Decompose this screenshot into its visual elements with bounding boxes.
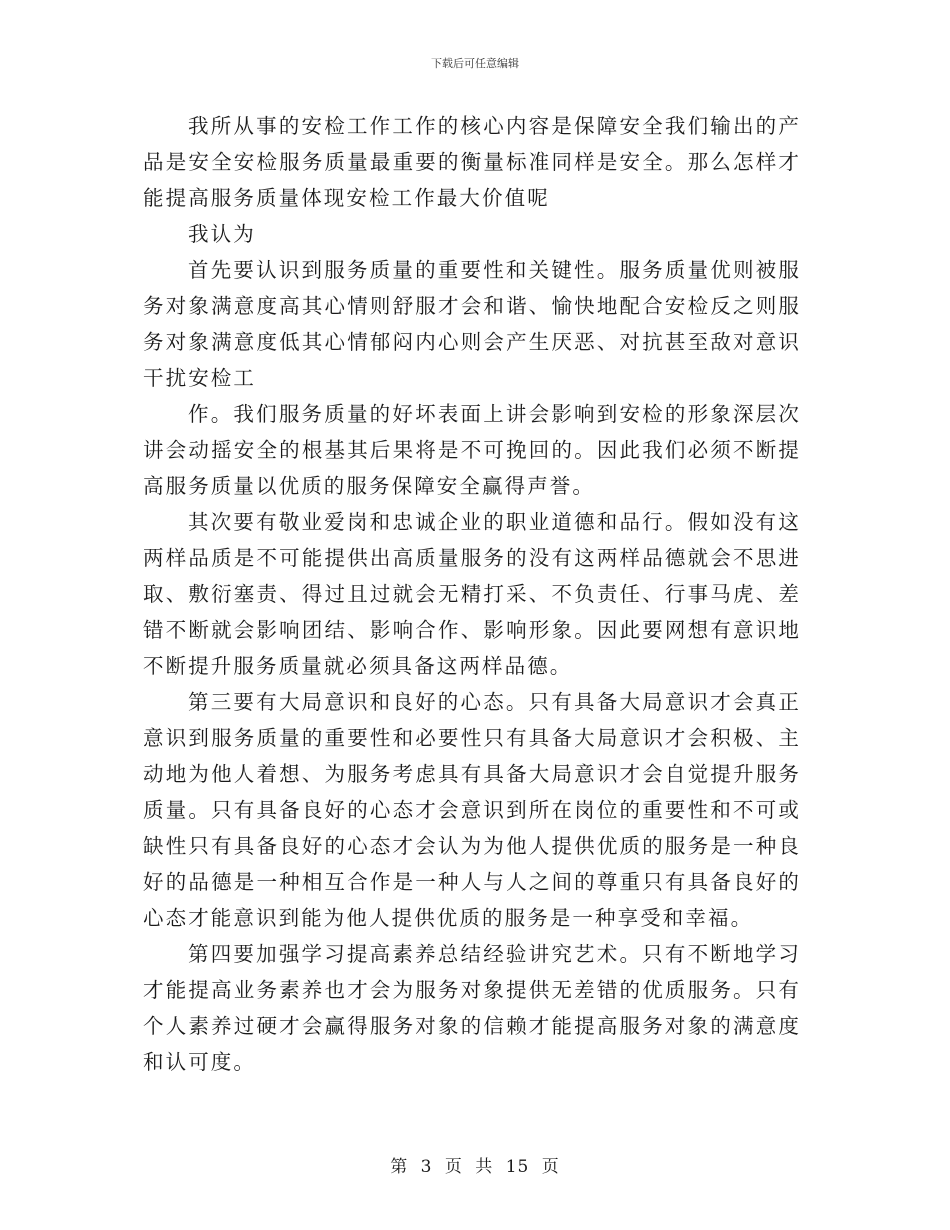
paragraph: 其次要有敬业爱岗和忠诚企业的职业道德和品行。假如没有这两样品质是不可能提供出高质量服务的没有这两样品德就会不思进取、敷衍塞责、得过且过就会无精打采、不负责任、行事马虎、差错不断就会影响团结、影响合作、影响形象。因此要网想有意识地不断提升服务质量就必须具备这两样品德。 — [143, 510, 801, 678]
document-body — [143, 108, 801, 1080]
page-footer: 第 3 页 共 15 页 — [390, 1157, 560, 1177]
paragraph: 第三要有大局意识和良好的心态。只有具备大局意识才会真正意识到服务质量的重要性和必要性只有具备大局意识才会积极、主动地为他人着想、为服务考虑具有具备大局意识才会自觉提升服务质量。只有具备良好的心态才会意识到所在岗位的重要性和不可或缺性只有具备良好的心态才会认为为他人提供优质的服务是一种良好的品德是一种相互合作是一种人与人之间的尊重只有具备良好的心态才能意识到能为他人提供优质的服务是一种享受和幸福。 — [143, 690, 801, 930]
page-header: 下载后可任意编辑 — [431, 57, 519, 70]
paragraph: 首先要认识到服务质量的重要性和关键性。服务质量优则被服务对象满意度高其心情则舒服才会和谐、愉快地配合安检反之则服务对象满意度低其心情郁闷内心则会产生厌恶、对抗甚至敌对意识干扰安检工 — [143, 258, 801, 390]
paragraph: 作。我们服务质量的好坏表面上讲会影响到安检的形象深层次讲会动摇安全的根基其后果将是不可挽回的。因此我们必须不断提高服务质量以优质的服务保障安全赢得声誉。 — [143, 402, 801, 498]
paragraph: 我认为 — [188, 222, 256, 246]
paragraph: 我所从事的安检工作工作的核心内容是保障安全我们输出的产品是安全安检服务质量最重要的衡量标准同样是安全。那么怎样才能提高服务质量体现安检工作最大价值呢 — [143, 114, 801, 210]
paragraph: 第四要加强学习提高素养总结经验讲究艺术。只有不断地学习才能提高业务素养也才会为服务对象提供无差错的优质服务。只有个人素养过硬才会赢得服务对象的信赖才能提高服务对象的满意度和认可度。 — [143, 942, 801, 1074]
